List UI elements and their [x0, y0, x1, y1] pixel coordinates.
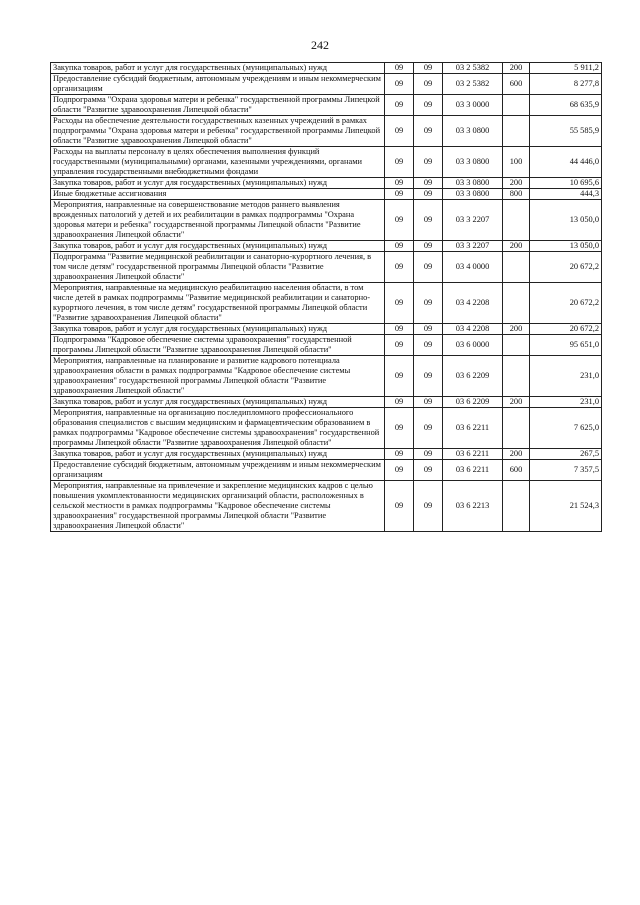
section-code-cell: 09: [385, 460, 414, 481]
subsection-code-cell: 09: [414, 95, 443, 116]
target-article-code-cell: 03 4 2208: [443, 324, 503, 335]
item-name-cell: Закупка товаров, работ и услуг для государственных (муниципальных) нужд: [51, 63, 385, 74]
amount-cell: 444,3: [530, 189, 602, 200]
subsection-code-cell: 09: [414, 147, 443, 178]
section-code-cell: 09: [385, 335, 414, 356]
page-number: 242: [311, 38, 329, 52]
expense-type-code-cell: 100: [503, 147, 530, 178]
section-code-cell: 09: [385, 178, 414, 189]
target-article-code-cell: 03 6 0000: [443, 335, 503, 356]
item-name-cell: Закупка товаров, работ и услуг для государственных (муниципальных) нужд: [51, 449, 385, 460]
section-code-cell: 09: [385, 356, 414, 397]
amount-cell: 267,5: [530, 449, 602, 460]
subsection-code-cell: 09: [414, 460, 443, 481]
target-article-code-cell: 03 6 2209: [443, 397, 503, 408]
table-row: [51, 397, 602, 408]
table-row: [51, 356, 602, 397]
subsection-code-cell: 09: [414, 252, 443, 283]
table-row: [51, 481, 602, 532]
item-name-cell: Мероприятия, направленные на привлечение и закрепление медицинских кадров с целью повышения укомплектованности медицинских организаций области, расположенных в сельской местности в рамках подпрограммы "Кадровое обеспечение системы здравоохранения" государственной программы Липецкой области "Развитие здравоохранения Липецкой области": [51, 481, 385, 532]
subsection-code-cell: 09: [414, 408, 443, 449]
amount-cell: 8 277,8: [530, 74, 602, 95]
amount-cell: 7 625,0: [530, 408, 602, 449]
amount-cell: 20 672,2: [530, 324, 602, 335]
expense-type-code-cell: 600: [503, 460, 530, 481]
subsection-code-cell: 09: [414, 356, 443, 397]
target-article-code-cell: 03 4 0000: [443, 252, 503, 283]
amount-cell: 95 651,0: [530, 335, 602, 356]
table-row: [51, 335, 602, 356]
table-row: [51, 178, 602, 189]
expense-type-code-cell: [503, 356, 530, 397]
table-row: [51, 200, 602, 241]
table-row: [51, 324, 602, 335]
target-article-code-cell: 03 4 2208: [443, 283, 503, 324]
target-article-code-cell: 03 3 0800: [443, 178, 503, 189]
target-article-code-cell: 03 6 2211: [443, 449, 503, 460]
item-name-cell: Расходы на обеспечение деятельности государственных казенных учреждений в рамках подпрограммы "Охрана здоровья матери и ребенка" государственной программы Липецкой области "Развитие здравоохранения Липецкой области": [51, 116, 385, 147]
target-article-code-cell: 03 3 2207: [443, 241, 503, 252]
amount-cell: 5 911,2: [530, 63, 602, 74]
subsection-code-cell: 09: [414, 324, 443, 335]
amount-cell: 13 050,0: [530, 200, 602, 241]
amount-cell: 55 585,9: [530, 116, 602, 147]
item-name-cell: Предоставление субсидий бюджетным, автономным учреждениям и иным некоммерческим организациям: [51, 460, 385, 481]
target-article-code-cell: 03 3 0800: [443, 189, 503, 200]
subsection-code-cell: 09: [414, 63, 443, 74]
section-code-cell: 09: [385, 116, 414, 147]
amount-cell: 20 672,2: [530, 252, 602, 283]
section-code-cell: 09: [385, 147, 414, 178]
table-row: [51, 408, 602, 449]
target-article-code-cell: 03 6 2213: [443, 481, 503, 532]
item-name-cell: Мероприятия, направленные на организацию последипломного профессионального образования специалистов с высшим медицинским и фармацевтическим образованием в рамках подпрограммы "Кадровое обеспечение системы здравоохранения" государственной программы Липецкой области "Развитие здравоохранения Липецкой области": [51, 408, 385, 449]
subsection-code-cell: 09: [414, 481, 443, 532]
amount-cell: 231,0: [530, 397, 602, 408]
subsection-code-cell: 09: [414, 335, 443, 356]
section-code-cell: 09: [385, 283, 414, 324]
item-name-cell: Подпрограмма "Кадровое обеспечение системы здравоохранения" государственной программы Липецкой области "Развитие здравоохранения Липецкой области": [51, 335, 385, 356]
expense-type-code-cell: [503, 481, 530, 532]
item-name-cell: Расходы на выплаты персоналу в целях обеспечения выполнения функций государственными (муниципальными) органами, казенными учреждениями, органами управления государственными внебюджетными фондами: [51, 147, 385, 178]
expense-type-code-cell: 200: [503, 241, 530, 252]
table-row: [51, 189, 602, 200]
section-code-cell: 09: [385, 241, 414, 252]
expense-type-code-cell: [503, 335, 530, 356]
section-code-cell: 09: [385, 397, 414, 408]
table-row: [51, 95, 602, 116]
subsection-code-cell: 09: [414, 74, 443, 95]
table-row: [51, 241, 602, 252]
expense-type-code-cell: [503, 252, 530, 283]
section-code-cell: 09: [385, 95, 414, 116]
item-name-cell: Иные бюджетные ассигнования: [51, 189, 385, 200]
expense-type-code-cell: 800: [503, 189, 530, 200]
amount-cell: 13 050,0: [530, 241, 602, 252]
table-row: [51, 147, 602, 178]
budget-table: [50, 62, 602, 532]
target-article-code-cell: 03 6 2209: [443, 356, 503, 397]
item-name-cell: Закупка товаров, работ и услуг для государственных (муниципальных) нужд: [51, 241, 385, 252]
subsection-code-cell: 09: [414, 283, 443, 324]
subsection-code-cell: 09: [414, 116, 443, 147]
item-name-cell: Предоставление субсидий бюджетным, автономным учреждениям и иным некоммерческим организациям: [51, 74, 385, 95]
target-article-code-cell: 03 3 0800: [443, 147, 503, 178]
section-code-cell: 09: [385, 449, 414, 460]
item-name-cell: Подпрограмма "Охрана здоровья матери и ребенка" государственной программы Липецкой области "Развитие здравоохранения Липецкой области": [51, 95, 385, 116]
target-article-code-cell: 03 3 0000: [443, 95, 503, 116]
item-name-cell: Подпрограмма "Развитие медицинской реабилитации и санаторно-курортного лечения, в том числе детям" государственной программы Липецкой области "Развитие здравоохранения Липецкой области": [51, 252, 385, 283]
item-name-cell: Мероприятия, направленные на планирование и развитие кадрового потенциала здравоохранения области в рамках подпрограммы "Кадровое обеспечение системы здравоохранения" государственной программы Липецкой области "Развитие здравоохранения Липецкой области": [51, 356, 385, 397]
expense-type-code-cell: 200: [503, 178, 530, 189]
amount-cell: 10 695,6: [530, 178, 602, 189]
expense-type-code-cell: [503, 95, 530, 116]
table-row: [51, 460, 602, 481]
expense-type-code-cell: 200: [503, 397, 530, 408]
table-row: [51, 63, 602, 74]
amount-cell: 68 635,9: [530, 95, 602, 116]
item-name-cell: Закупка товаров, работ и услуг для государственных (муниципальных) нужд: [51, 178, 385, 189]
item-name-cell: Мероприятия, направленные на медицинскую реабилитацию населения области, в том числе детей в рамках подпрограммы "Развитие медицинской реабилитации и санаторно-курортного лечения, в том числе детям" государственной программы Липецкой области "Развитие здравоохранения Липецкой области": [51, 283, 385, 324]
subsection-code-cell: 09: [414, 178, 443, 189]
subsection-code-cell: 09: [414, 449, 443, 460]
item-name-cell: Мероприятия, направленные на совершенствование методов раннего выявления врожденных патологий у детей и их реабилитации в рамках подпрограммы "Охрана здоровья матери и ребенка" государственной программы Липецкой области "Развитие здравоохранения Липецкой области": [51, 200, 385, 241]
expense-type-code-cell: [503, 116, 530, 147]
target-article-code-cell: 03 6 2211: [443, 460, 503, 481]
section-code-cell: 09: [385, 252, 414, 283]
amount-cell: 7 357,5: [530, 460, 602, 481]
subsection-code-cell: 09: [414, 189, 443, 200]
expense-type-code-cell: 200: [503, 324, 530, 335]
table-row: [51, 74, 602, 95]
expense-type-code-cell: [503, 200, 530, 241]
expense-type-code-cell: [503, 283, 530, 324]
amount-cell: 21 524,3: [530, 481, 602, 532]
section-code-cell: 09: [385, 63, 414, 74]
target-article-code-cell: 03 2 5382: [443, 74, 503, 95]
target-article-code-cell: 03 2 5382: [443, 63, 503, 74]
section-code-cell: 09: [385, 74, 414, 95]
section-code-cell: 09: [385, 408, 414, 449]
item-name-cell: Закупка товаров, работ и услуг для государственных (муниципальных) нужд: [51, 324, 385, 335]
section-code-cell: 09: [385, 189, 414, 200]
subsection-code-cell: 09: [414, 241, 443, 252]
amount-cell: 231,0: [530, 356, 602, 397]
target-article-code-cell: 03 3 0800: [443, 116, 503, 147]
expense-type-code-cell: 200: [503, 63, 530, 74]
subsection-code-cell: 09: [414, 397, 443, 408]
section-code-cell: 09: [385, 200, 414, 241]
amount-cell: 44 446,0: [530, 147, 602, 178]
table-row: [51, 116, 602, 147]
expense-type-code-cell: [503, 408, 530, 449]
expense-type-code-cell: 200: [503, 449, 530, 460]
section-code-cell: 09: [385, 481, 414, 532]
target-article-code-cell: 03 6 2211: [443, 408, 503, 449]
item-name-cell: Закупка товаров, работ и услуг для государственных (муниципальных) нужд: [51, 397, 385, 408]
expense-type-code-cell: 600: [503, 74, 530, 95]
table-row: [51, 252, 602, 283]
table-row: [51, 449, 602, 460]
subsection-code-cell: 09: [414, 200, 443, 241]
amount-cell: 20 672,2: [530, 283, 602, 324]
budget-table-body: [51, 63, 602, 532]
target-article-code-cell: 03 3 2207: [443, 200, 503, 241]
table-row: [51, 283, 602, 324]
section-code-cell: 09: [385, 324, 414, 335]
